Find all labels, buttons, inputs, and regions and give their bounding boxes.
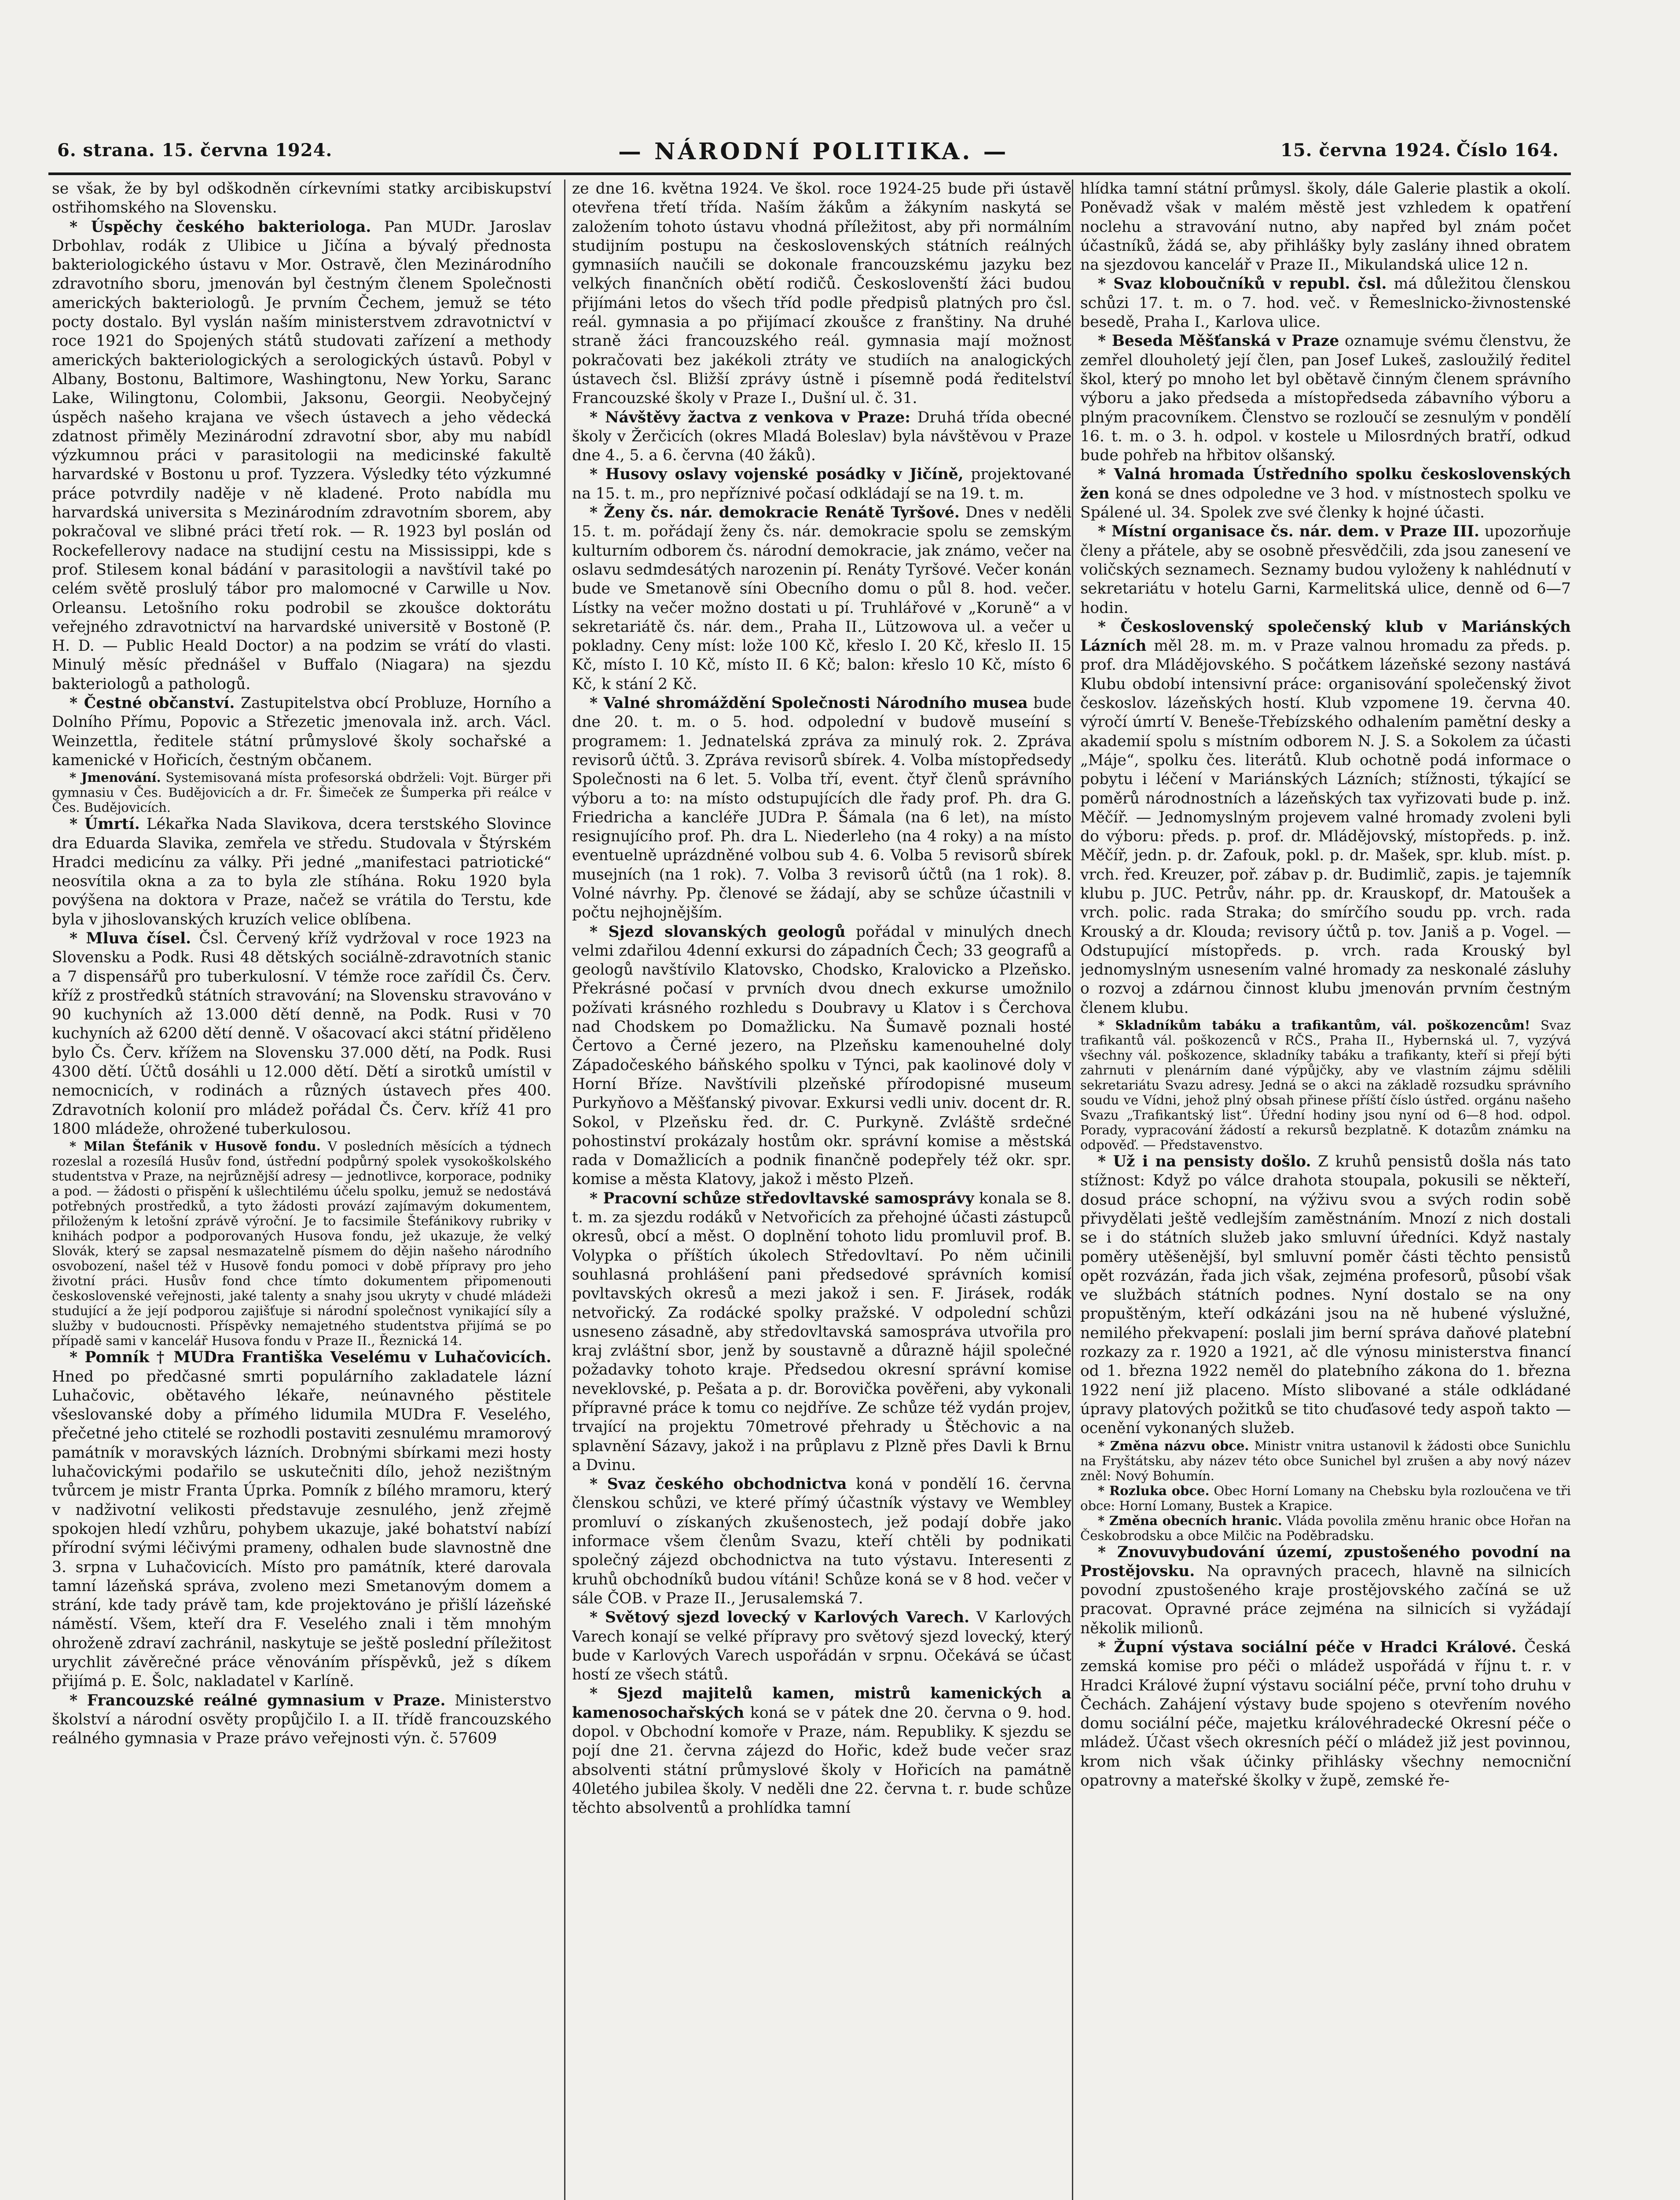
article-body: Systemisovaná místa profesorská obdrželi: Vojt. Bürger při gymnasiu v Čes. Budějovicích a dr. Fr. Šimeček ze Šumperka při reálce v Čes. Budějovicích. [52, 770, 551, 815]
article-paragraph [572, 180, 1071, 408]
article-body: projektované na 15. t. m., pro nepříznivé počasí odkládají se na 19. t. m. [572, 466, 1071, 502]
article-body: Na opravných pracech, hlavně na silnicích povodní zpustošeného kraje prostějovského začíná se už pracovat. Opravné práce zejména na silnicích si vyžádají několik milionů. [1080, 1562, 1571, 1637]
article-headline: * Už i na pensisty došlo. [1098, 1153, 1311, 1171]
article-paragraph [572, 923, 1071, 1189]
article-paragraph [572, 694, 1071, 923]
article-headline: * Úmrtí. [70, 815, 140, 833]
article-paragraph [572, 503, 1071, 694]
article-body: hlídka tamní státní průmysl. školy, dále Galerie plastik a okolí. Poněvadž však v malém městě jest vzhledem k opatření noclehu a stravování nutno, aby napřed byl znám počet účastníků, žádá se, aby přihlášky byly zaslány ihned obratem na sjezdovou kancelář v Praze II., Mikulandská ulice 12 n. [1080, 180, 1571, 274]
article-body: Dnes v neděli 15. t. m. pořádají ženy čs. nár. demokracie spolu se zemským kulturním odborem čs. národní demokracie, jak známo, večer na oslavu sedmdesátých narozenin pí. Renáty Tyršové. Večer konán bude ve Smetanově síni Obecního domu o půl 8. hod. večer. Lístky na večer možno dostati u pí. Truhlářové v „Koruně“ a v sekretariátě čs. nár. dem., Praha II., Lützowova ul. a večer u pokladny. Ceny míst: lože 100 Kč, křeslo I. 20 Kč, křeslo II. 15 Kč, místo I. 10 Kč, místo II. 6 Kč; balon: křeslo 10 Kč, místo 6 Kč, k stání 2 Kč. [572, 504, 1071, 693]
article-body: Ministr vnitra ustanovil k žádosti obce Sunichlu na Fryštátsku, aby název této obce Sunichel byl zrušen a aby nový název zněl: Nový Bohumín. [1080, 1438, 1571, 1483]
article-body: upozorňuje členy a přátele, aby se osobně přesvědčili, zda jsou zanesení ve voličských seznamech. Seznamy budou vyloženy k nahlédnutí v sekretariátu v hotelu Garni, Karmelitská ulice, denně od 6—7 hodin. [1080, 523, 1571, 617]
article-body: měl 28. m. m. v Praze valnou hromadu za předs. p. prof. dra Mládějovského. S počátkem lázeňské sezony nastává Klubu období intensivní práce: organisování společenský život českoslov. lázeňských hostí. Klub vzpomene 19. června 40. výročí úmrtí V. Beneše-Třebízského odhalením pamětní desky a akademií spolu s místním odborem N. J. S. a Sokolem za účasti „Máje“, spolku čes. literátů. Klub ochotně podá informace o pobytu i léčení v Mariánských Lázních; stížnosti, týkající se poměrů národnostních a lázeňských tax vyřizovati bude p. inž. Měčíř. — Jednomyslným projevem valné hromady zvoleni byli do výboru: předs. p. prof. dr. Mládějovský, místopředs. p. inž. Měčíř, jedn. p. dr. Zafouk, pokl. p. dr. Mašek, spr. klub. míst. p. vrch. řed. Kreuzer, poř. zábav p. dr. Budimlič, zapis. je tajemník klubu p. JUC. Petrův, náhr. pp. dr. Krauskopf, dr. Matoušek a vrch. polic. rada Straka; do smírčího soudu pp. vrch. rada Krouský a dr. Klouda; revisory účtů p. tov. Janiš a p. Vogel. — Odstupující místopředs. p. vrch. rada Krouský byl jednomyslným usnesením valné hromady za neskonalé zásluhy o rozvoj a zdárnou činnost klubu jmenován prvním čestným členem klubu. [1080, 637, 1571, 1017]
article-body: koná se dnes odpoledne ve 3 hod. v místnostech spolku ve Spálené ul. 34. Spolek zve své členky k hojné účasti. [1080, 484, 1571, 522]
article-body: Druhá třída obecné školy v Žerčicích (okres Mladá Boleslav) byla návštěvou v Praze dne 4., 5. a 6. června (40 žáků). [572, 408, 1071, 465]
column-2 [572, 180, 1071, 2200]
article-paragraph [1080, 180, 1571, 275]
article-paragraph [1080, 1638, 1571, 1790]
article-paragraph [52, 694, 551, 770]
article-headline: * Mluva čísel. [70, 929, 191, 947]
article-body: ze dne 16. května 1924. Ve škol. roce 1924-25 bude při ústavě otevřena třetí třída. Naším žákům a žákyním naskytá se založením tohoto ústavu vhodná příležitost, aby při normálním studijním postupu na československých státních reálných gymnasiích naučili se dokonale francouzskému jazyku bez velkých finančních obětí rodičů. Českoslovenští žáci budou přijímáni letos do všech tříd podle předpisů platných pro čsl. reál. gymnasia a po přijímací zkoušce z franštiny. Na druhé straně žáci francouzského reál. gymnasia mají možnost pokračovati bez jakékoli ztráty ve studiích na analogických ústavech čsl. Bližší zprávy ústně i písemně podá ředitelství Francouzské školy v Praze I., Dušní ul. č. 31. [572, 180, 1071, 407]
article-body: V Karlových Varech konají se velké přípravy pro světový sjezd lovecký, který bude v Karlových Varech uspořádán v srpnu. Očekává se účast hostí ze všech států. [572, 1609, 1071, 1684]
article-headline: * Husovy oslavy vojenské posádky v Jičíně, [590, 466, 964, 484]
article-headline: * Návštěvy žactva z venkova v Praze: [590, 408, 910, 426]
article-headline: * Úspěchy českého bakteriologa. [70, 218, 371, 236]
article-paragraph [52, 815, 551, 929]
article-body: se však, že by byl odškodněn církevními statky arcibiskupství ostřihomského na Slovensku. [52, 180, 551, 217]
article-body: Svaz trafikantů vál. poškozenců v RČS., Praha II., Hybernská ul. 7, vyzývá všechny vál. poškozence, skladníky tabáku a trafikanty, kteří si přejí býti zahrnuti v plenárním dané výpůjčky, aby ve vlastním zájmu sdělili sekretariátu Svazu adresy. Jedná se o akci na základě rozsudku správního soudu ve Vídni, jehož plný obsah přinese příští číslo ústřed. orgánu našeho Svazu „Trafikantský list“. Úřední hodiny jsou nyní od 6—8 hod. odpol. Porady, vypracování žádostí a rekursů bezplatně. K dotazům známku na odpověď. — Představenstvo. [1080, 1018, 1571, 1153]
article-paragraph [1080, 1483, 1571, 1513]
article-body: Ministerstvo školství a národní osvěty propůjčilo I. a II. třídě francouzského reálného gymnasia v Praze právo veřejnosti výn. č. 57609 [52, 1691, 551, 1748]
column-divider [1072, 180, 1073, 2200]
article-headline: * Ženy čs. nár. demokracie Renátě Tyršové. [590, 504, 960, 522]
article-headline: * Valná hromada Ústředního spolku československých žen [1080, 466, 1571, 502]
article-paragraph [1080, 618, 1571, 1018]
article-headline: * Čestné občanství. [70, 694, 235, 712]
article-paragraph [572, 1684, 1071, 1818]
article-headline: * Pomník † MUDra Františka Veselému v Luhačovicích. [70, 1349, 551, 1367]
article-headline: * Znovuvybudování území, zpustošeného povodní na Prostějovsku. [1080, 1543, 1571, 1580]
article-headline: * Jmenování. [70, 770, 161, 785]
column-divider [564, 180, 565, 2200]
article-paragraph [52, 770, 551, 815]
article-paragraph [52, 1348, 551, 1691]
article-headline: * Francouzské reálné gymnasium v Praze. [70, 1691, 446, 1709]
article-headline: * Svaz kloboučníků v republ. čsl. [1098, 275, 1387, 293]
article-body: Česká zemská komise pro péči o mládež uspořádá v říjnu t. r. v Hradci Králové župní výstavu sociální péče, první toho druhu v Čechách. Zahájení výstavy bude spojeno s otevřením nového domu sociální péče, majetku královéhradecké Okresní péče o mládež. Účast všech okresních péčí o mládež již jest povinnou, krom nich však účinky přihlásky všechny nemocniční opatrovny a mateřské školky v župě, zemské ře- [1080, 1639, 1571, 1790]
article-body: má důležitou členskou schůzi 17. t. m. o 7. hod. več. v Řemeslnicko-živnostenské besedě, Praha I., Karlova ulice. [1080, 275, 1571, 331]
masthead-title: — NÁRODNÍ POLITIKA. — [618, 138, 1009, 165]
article-paragraph [1080, 1513, 1571, 1543]
article-paragraph [1080, 522, 1571, 617]
article-headline: * Pracovní schůze středovltavské samosprávy [590, 1189, 974, 1207]
page-header [57, 140, 1562, 171]
header-date: 15. června 1924. [1280, 140, 1451, 161]
article-paragraph [572, 1608, 1071, 1684]
article-headline: * Místní organisace čs. nár. dem. v Praze III. [1098, 523, 1480, 541]
article-body: koná v pondělí 16. června členskou schůzi, ve které přímý účastník výstavy ve Wembley promluví o získaných zkušenostech, jež podají dobře jako informace všem členům Svazu, kteří chtěli by podnikati společný zájezd obchodnictva na tuto výstavu. Interesenti z kruhů obchodníků budou vítáni! Schůze koná se v 8 hod. večer v sále ČOB. v Praze II., Jerusalemská 7. [572, 1475, 1071, 1607]
article-paragraph [572, 1189, 1071, 1475]
article-paragraph [1080, 1543, 1571, 1638]
article-body: V posledních měsících a týdnech rozeslal a rozesílá Husův fond, ústřední podpůrný spolek vysokoškolského studentstva v Praze, na nejrůznější adresy — jednotlivce, korporace, podniky a pod. — žádosti o přispění k ušlechtilému účelu spolku, jemuž se nedostává potřebných prostředků, a tyto žádosti provází zajímavým dokumentem, přiloženým k letošní zprávě výroční. Je to facsimile Štefánikovy rubriky v knihách podpor a podporovaných Husova fondu, jež ukazuje, že velký Slovák, který se zapsal nesmazatelně písmem do dějin našeho národního osvobození, našel též v Husově fondu pomoci v době přípravy pro jeho životní práci. Husův fond chce tímto dokumentem připomenouti československé veřejnosti, jaké talenty a snahy jsou ukryty v chudé mládeži studující a že její podporou zajišťuje si národní společnost vynikající síly a služby v budoucnosti. Příspěvky nemajetného studentstva přijímá se po případě sami v kancelář Husova fondu v Praze II., Řeznická 14. [52, 1139, 551, 1349]
header-rule [48, 172, 1571, 175]
article-paragraph [52, 218, 551, 694]
article-body: koná se v pátek dne 20. června o 9. hod. dopol. v Obchodní komoře v Praze, nám. Republiky. K sjezdu se pojí dne 21. června zájezd do Hořic, kdež bude večer sraz absolventi státní průmyslové školy v Hořicích na památně 40letého jubilea školy. V neděli dne 22. června t. r. bude schůze těchto absolventů a prohlídka tamní [572, 1704, 1071, 1817]
article-body: pořádal v minulých dnech velmi zdařilou 4denní exkursi do západních Čech; 33 geografů a geologů navštívilo Klatovsko, Chodsko, Kralovicko a Plzeňsko. Překrásné počasí v prvních dvou dnech exkurse umožnilo požívati krásného rozhledu s Doubravy u Klatov i s Čerchova nad Chodskem po Domažlicku. Na Šumavě poznali hosté Čertovo a Černé jezero, na Plzeňsku kamenouhelné doly Západočeského báňského spolku v Týnci, pak kaolinové doly v Horní Bříze. Navštívili plzeňské přírodopisné museum Purkyňovo a Měšťanský pivovar. Exkursi vedli univ. docent dr. R. Sokol, v Plzeňsku řed. dr. C. Purkyně. Zvláště srdečné pohostinství prokázaly hostům okr. správní komise a městská rada v Domažlicích a podnik finančně podepřely též okr. spr. komise a města Klatovy, jakož i město Plzeň. [572, 923, 1071, 1188]
header-issue-number: Číslo 164. [1456, 140, 1559, 161]
article-headline: * Rozluka obce. [1098, 1483, 1210, 1498]
article-headline: * Změna obecních hranic. [1098, 1513, 1282, 1528]
article-body: Pan MUDr. Jaroslav Drbohlav, rodák z Ulibice u Jičína a bývalý přednosta bakteriologického ústavu v Mor. Ostravě, člen Mezinárodního zdravotního sboru, jmenován byl čestným členem Společnosti amerických bakteriologů. Je prvním Čechem, jemuž se této pocty dostalo. Byl vyslán naším ministerstvem zdravotnictví v roce 1921 do Spojených států studovati zařízení a methody amerických bakteriologických a serologických ústavů. Pobyl v Albany, Bostonu, Baltimore, Washingtonu, New Yorku, Saranc Lake, Wilingtonu, Colombii, Jaksonu, Georgii. Neobyčejný úspěch našeho krajana ve všech ústavech a jeho vědecká zdatnost přiměly Mezinárodní zdravotní sbor, aby mu nabídl výzkumnou práci v parasitologii na medicinské fakultě harvardské v Bostonu u prof. Tyzzera. Výsledky této výzkumné práce potvrdily naděje v ně kladené. Proto nabídla mu harvardská universita s Mezinárodním zdravotním sborem, aby pokračoval ve slibné práci třetí rok. — R. 1923 byl poslán od Rockefellerovy nadace na studijní cestu na Mississippi, kde s prof. Stilesem konal bádání v parasitologii a navštívil také po celém světě proslulý tábor pro malomocné v Carwille u Nov. Orleansu. Letošního roku podrobil se zkoušce doktorátu veřejného zdravotnictví na harvardské universitě v Bostoně (P. H. D. — Public Heald Doctor) a na podzim se vrátí do vlasti. Minulý měsíc přednášel v Buffalo (Niagara) na sjezdu bakteriologů a pathologů. [52, 218, 551, 693]
article-paragraph [52, 1691, 551, 1749]
article-headline: * Skladníkům tabáku a trafikantům, vál. poškozencům! [1098, 1018, 1530, 1033]
article-body: Zastupitelstva obcí Probluze, Horního a Dolního Přímu, Popovic a Střezetic jmenovala inž. arch. Václ. Weinzettla, ředitele státní průmyslové školy sochařské a kamenické v Hořicích, čestným občanem. [52, 694, 551, 769]
header-page-date: 6. strana. 15. června 1924. [57, 140, 333, 161]
article-body: Z kruhů pensistů došla nás tato stížnost: Když po válce drahota stoupala, pokusili se někteří, dosud práce schopní, na výživu svou a svých rodin sobě přivydělati ještě vedlejším zaměstnáním. Mnozí z nich dostali se i do státních služeb jako smluvní úředníci. Když nastaly poměry utěšenější, byl smluvní poměr části těchto pensistů opět rozvázán, řada jich však, zejména profesorů, působí však ve službách státních podnes. Nyní dostalo se na ony propuštěným, kteří odkázáni jsou na ně hubené výslužné, nemilého překvapení: poslali jim berní správa daňové platební rozkazy za r. 1920 a 1921, ač dle výnosu ministerstva financí od 1. března 1922 neměl do platebního zákona do 1. března 1922 není již placeno. Místo slibované a stále odkládané úpravy platových požitků se tito chuďasové tedy aspoň takto — ocenění vykonaných služeb. [1080, 1153, 1571, 1437]
article-paragraph [1080, 275, 1571, 332]
article-headline: * Sjezd majitelů kamen, mistrů kamenických a kamenosochařských [572, 1685, 1071, 1722]
article-paragraph [52, 1139, 551, 1348]
article-headline: * Změna názvu obce. [1098, 1438, 1249, 1453]
article-body: oznamuje svému členstvu, že zemřel dlouholetý její člen, pan Josef Lukeš, zasloužilý ředitel škol, který po mnoho let byl obětavě činným členem správního výboru a jako předseda a místopředseda zábavního výboru a plným pracovníkem. Členstvo se rozloučí se zesnulým v pondělí 16. t. m. o 3. h. odpol. v kostele u Milosrdných bratří, odkud bude pohřeb na hřbitov olšanský. [1080, 332, 1571, 465]
article-headline: * Československý společenský klub v Mariánských Lázních [1080, 618, 1571, 655]
column-1 [52, 180, 551, 2200]
article-paragraph [52, 929, 551, 1139]
article-headline: * Milan Štefánik v Husově fondu. [70, 1139, 321, 1154]
article-headline: * Sjezd slovanských geologů [590, 923, 846, 941]
article-headline: * Svaz českého obchodnictva [590, 1475, 847, 1493]
article-paragraph [572, 1475, 1071, 1608]
article-paragraph [572, 408, 1071, 466]
article-paragraph [1080, 1018, 1571, 1152]
article-paragraph [1080, 332, 1571, 465]
article-headline: * Župní výstava sociální péče v Hradci Králové. [1098, 1639, 1517, 1656]
article-headline: * Světový sjezd lovecký v Karlových Varech. [590, 1609, 970, 1627]
article-headline: * Valné shromáždění Společnosti Národního musea [590, 694, 1028, 712]
column-3 [1080, 180, 1571, 2200]
article-body: Lékařka Nada Slavikova, dcera terstského Slovince dra Eduarda Slavika, zemřela ve středu. Studovala v Štýrském Hradci medicínu za války. Při jedné „manifestaci patriotické“ neosvítila okna a za to byla zle stíhána. Roku 1920 byla povýšena na doktora v Praze, načež se vrátila do Terstu, kde byla v jihoslovanských kruzích velice oblíbena. [52, 815, 551, 928]
article-body: bude dne 20. t. m. o 5. hod. odpolední v budově museíní s programem: 1. Jednatelská zpráva za minulý rok. 2. Zpráva revisorů účtů. 3. Zpráva revisorů sbírek. 4. Volba místopředsedy Společnosti na 6 let. 5. Volba tří, event. čtyř členů správního výboru a to: na místo odstupujících dle řady prof. Ph. dra G. Friedricha a kancléře JUDra P. Šámala (na 6 let), na místo resignujícího prof. Ph. dra L. Niederleho (na 4 roky) a na místo eventuelně uprázdněné volbou sub 4. 6. Volba 5 revisorů sbírek musejních (na 1 rok). 7. Volba 3 revisorů účtů (na 1 rok). 8. Volné návrhy. Pp. členové se žádají, aby se schůze účastnili v počtu nejhojnějším. [572, 694, 1071, 922]
article-paragraph [1080, 1438, 1571, 1483]
article-body: Čsl. Červený kříž vydržoval v roce 1923 na Slovensku a Podk. Rusi 48 dětských sociálně-zdravotních stanic a 7 dispensářů pro tuberkulosní. V témže roce zařídil Čs. Červ. kříž z prostředků státních stravování; na Slovensku stravováno v 90 kuchyních až 13.000 dětí denně, na Podk. Rusi v 70 kuchyních až 6200 dětí denně. V ošacovací akci státní přiděleno bylo Čs. Červ. křížem na Slovensku 37.000 dětí, na Podk. Rusi 4300 dětí. Účtů dosáhli u 12.000 dětí. Dětí a sirotků umístil v nemocnicích, v rodinách a různých ústavech přes 400. Zdravotních kolonií pro mládež pořádal Čs. Červ. kříž 41 pro 1800 mládeže, ohrožené tuberkulosou. [52, 929, 551, 1138]
article-paragraph [52, 180, 551, 218]
article-paragraph [1080, 1152, 1571, 1438]
article-body: Hned po předčasné smrti populárního zakladatele lázní Luhačovic, obětavého lékaře, neúnavného pěstitele všeslovanské doby a přímého lidumila MUDra F. Veselého, přečetné jeho ctitelé se rozhodli postaviti zesnulému mramorový památník v moravských lázních. Drobnými sbírkami mezi hosty luhačovickými podařilo se uskutečniti dílo, jehož nezištným tvůrcem je mistr Franta Úprka. Pomník z bílého mramoru, který v nadživotní velikosti představuje zesnulého, jenž zřejmě spokojen hledí vzhůru, pohybem ukazuje, jaké bohatství nabízí přírodní svými léčivými prameny, odhalen bude slavnostně dne 3. srpna v Luhačovicích. Místo pro památník, které darovala tamní lázeňská správa, zvoleno mezi Smetanovým domem a strání, kde tady právě tam, kde projektováno je přišlí lázeňské náměstí. Všem, kteří dra F. Veselého znali i těm mnohým ohroženě zdraví zachránil, naskytuje se ještě poslední příležitost urychlit závěrečné práce věnováním příspěvků, jež s díkem přijímá p. E. Šolc, nakladatel v Karlíně. [52, 1368, 551, 1690]
article-paragraph [1080, 465, 1571, 522]
article-body: Obec Horní Lomany na Chebsku byla rozloučena ve tři obce: Horní Lomany, Bustek a Krapice. [1080, 1483, 1571, 1513]
article-paragraph [572, 465, 1071, 503]
article-headline: * Beseda Měšťanská v Praze [1098, 332, 1339, 350]
article-body: konala se 8. t. m. za sjezdu rodáků v Netvořicích za přehojné účasti zástupců okresů, obcí a měst. O doplnění tohoto lidu promluvil prof. B. Volypka o příštích úkolech Středovltaví. Po něm učinili souhlasná prohlášení pani předsedové správních komisí povltavských okresů a mezi jakož i sen. F. Jirásek, rodák netvořický. Za rodácké spolky pražské. V odpolední schůzi usneseno zásadně, aby středovltavská samospráva utvořila pro kraj zvláštní sbor, jenž by soustavně a důrazně hájil společné požadavky tohoto kraje. Předsedou okresní správní komise neveklovské, p. Pešata a p. dr. Borovička pověřeni, aby vykonali přípravné práce k tomu co nejdříve. Ze schůze též vydán projev, trvající na projektu 70metrové přehrady u Štěchovic a na splavnění Sázavy, jakož i na průplavu z Plzně přes Davli k Brnu a Dvinu. [572, 1189, 1071, 1474]
article-body: Vláda povolila změnu hranic obce Hořan na Českobrodsku a obce Milčic na Poděbradsku. [1080, 1513, 1571, 1543]
